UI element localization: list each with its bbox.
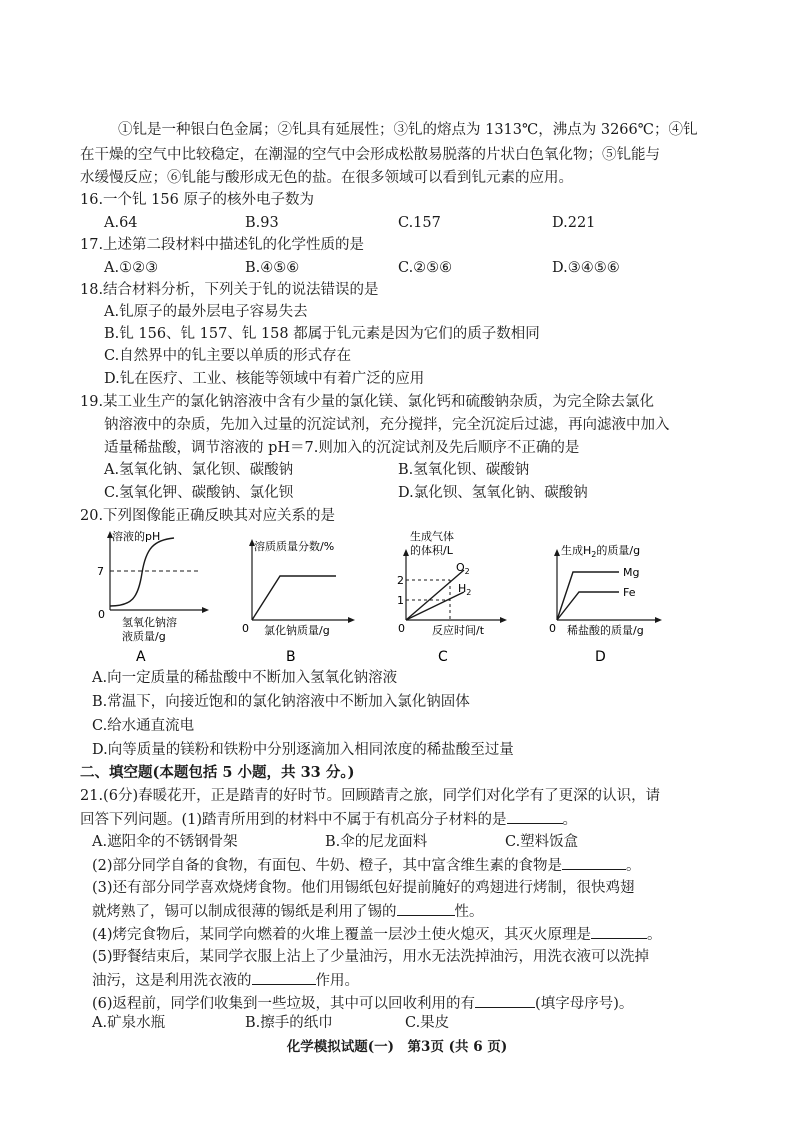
q21-part-2-end: 。 (626, 858, 641, 874)
q21-part-6 (92, 993, 633, 1014)
q21-part-5a: (5)野餐结束后，某同学衣服上沾上了少量油污，用水无法洗掉油污，用洗衣液可以洗掉 (92, 949, 650, 965)
graph-d-caption: D (595, 649, 606, 665)
q21-part-4-text: (4)烤完食物后，某同学向燃着的火堆上覆盖一层沙土使火熄灭，其灭火原理是 (92, 927, 592, 943)
graph-c-o2-line (406, 570, 464, 620)
q17-option-c: C.②⑤⑥ (398, 260, 453, 276)
q20-option-a: A.向一定质量的稀盐酸中不断加入氢氧化钠溶液 (92, 670, 398, 686)
material-line-3: 水缓慢反应；⑥钆能与酸形成无色的盐。在很多领域可以看到钆元素的应用。 (80, 170, 573, 186)
q21-part-2 (92, 855, 641, 876)
q21-option1-a: A.遮阳伞的不锈钢骨架 (92, 834, 238, 850)
q21-stem-line-1: 21.(6分)春暖花开，正是踏青的好时节。回顾踏青之旅，同学们对化学有了更深的认识，请 (80, 788, 661, 804)
graph-c-ylabel-2: 的体积/L (410, 544, 453, 557)
graph-d-xlabel: 稀盐酸的质量/g (567, 624, 644, 637)
graph-c-caption: C (438, 649, 448, 665)
q18-option-a: A.钆原子的最外层电子容易失去 (104, 304, 308, 320)
section-2-heading: 二、填空题(本题包括 5 小题，共 33 分。) (80, 764, 355, 781)
q17-option-b: B.④⑤⑥ (245, 260, 300, 276)
q21-blank-5[interactable] (252, 970, 316, 985)
graph-b-xlabel: 氯化钠质量/g (264, 624, 330, 637)
q21-part-1 (80, 809, 577, 830)
graph-d-fe-label: Fe (623, 586, 636, 599)
q20-option-c: C.给水通直流电 (92, 718, 195, 734)
graph-b-caption: B (286, 649, 296, 665)
graph-a-xlabel-1: 氢氧化钠溶 (122, 616, 177, 629)
graph-d-mg-label: Mg (623, 566, 640, 579)
graph-c-o2-label: $O_2$ (456, 561, 470, 576)
q20-stem: 20.下列图像能正确反映其对应关系的是 (80, 508, 336, 524)
q21-blank-3[interactable] (397, 901, 455, 916)
graph-b-origin: 0 (242, 622, 249, 635)
q21-part-3a: (3)还有部分同学喜欢烧烤食物。他们用锡纸包好提前腌好的鸡翅进行烤制，很快鸡翅 (92, 880, 635, 896)
q21-option1-b: B.伞的尼龙面料 (325, 834, 428, 850)
q19-stem-line-1: 19.某工业生产的氯化钠溶液中含有少量的氯化镁、氯化钙和硫酸钠杂质，为完全除去氯化 (80, 394, 655, 410)
q18-stem: 18.结合材料分析，下列关于钆的说法错误的是 (80, 282, 379, 298)
q18-option-c: C.自然界中的钆主要以单质的形式存在 (104, 348, 352, 364)
graph-a (92, 528, 222, 668)
q18-option-d: D.钆在医疗、工业、核能等领域中有着广泛的应用 (104, 371, 425, 387)
q21-part-3b-text: 就烤熟了，锡可以制成很薄的锡纸是利用了锡的 (92, 904, 397, 920)
graph-c (394, 528, 514, 668)
graph-a-xlabel-2: 液质量/g (122, 630, 166, 643)
q20-option-b: B.常温下，向接近饱和的氯化钠溶液中不断加入氯化钠固体 (92, 694, 470, 710)
q21-part-4 (92, 924, 662, 945)
q16-option-a: A.64 (104, 215, 138, 231)
graph-c-ytick-1: 1 (397, 594, 404, 607)
graph-d-ylabel: 生成$H_2$的质量/g (561, 544, 641, 559)
graph-a-ytick-7: 7 (97, 565, 104, 578)
q17-stem: 17.上述第二段材料中描述钆的化学性质的是 (80, 237, 365, 253)
q21-option6-a: A.矿泉水瓶 (92, 1015, 166, 1031)
q21-blank-2[interactable] (562, 855, 626, 870)
q19-option-b: B.氢氧化钡、碳酸钠 (398, 462, 530, 478)
q21-part-5b-end: 作用。 (315, 973, 359, 989)
graph-d (545, 528, 675, 668)
graph-d-origin: 0 (549, 622, 556, 635)
graph-d-fe-line (557, 592, 619, 620)
page-footer: 化学模拟试题(一) 第3页 (共 6 页) (286, 1039, 508, 1055)
q16-option-c: C.157 (398, 215, 441, 231)
q21-option6-b: B.擦手的纸巾 (245, 1015, 333, 1031)
q21-part-5b (92, 970, 359, 991)
q21-part-6-end: (填字母序号)。 (535, 996, 634, 1012)
q21-option1-c: C.塑料饭盒 (505, 834, 579, 850)
q21-blank-6[interactable] (475, 993, 535, 1008)
q19-stem-line-2: 钠溶液中的杂质，先加入过量的沉淀试剂，充分搅拌，完全沉淀后过滤，再向滤液中加入 (104, 417, 670, 433)
graph-c-ylabel-1: 生成气体 (410, 530, 454, 543)
graph-c-ytick-2: 2 (397, 574, 404, 587)
graph-c-origin: 0 (398, 622, 405, 635)
q21-part-4-end: 。 (647, 927, 662, 943)
q20-option-d: D.向等质量的镁粉和铁粉中分别逐滴加入相同浓度的稀盐酸至过量 (92, 742, 514, 758)
graph-b-ylabel: 溶质质量分数/% (254, 540, 335, 553)
q16-stem: 16.一个钆 156 原子的核外电子数为 (80, 192, 314, 208)
q17-option-a: A.①②③ (104, 260, 159, 276)
graph-c-xlabel: 反应时间/t (432, 624, 485, 637)
q21-part-1-text: 回答下列问题。(1)踏青所用到的材料中不属于有机高分子材料的是 (80, 812, 507, 828)
material-line-1: ①钆是一种银白色金属；②钆具有延展性；③钆的熔点为 1313℃，沸点为 3266℃；④钆 (118, 122, 698, 138)
q16-option-b: B.93 (245, 215, 279, 231)
q21-part-1-end: 。 (562, 812, 578, 828)
graph-a-ylabel: 溶液的pH (112, 530, 161, 543)
q19-option-c: C.氢氧化钾、碳酸钠、氯化钡 (104, 485, 294, 501)
graph-b-line (252, 576, 336, 620)
q21-part-3b (92, 901, 484, 922)
q19-stem-line-3: 适量稀盐酸，调节溶液的 pH＝7.则加入的沉淀试剂及先后顺序不正确的是 (104, 440, 580, 456)
graph-c-h2-line (406, 592, 464, 620)
q18-option-b: B.钆 156、钆 157、钆 158 都属于钆元素是因为它们的质子数相同 (104, 326, 540, 342)
q21-blank-4[interactable] (591, 924, 647, 939)
q16-option-d: D.221 (552, 215, 596, 231)
q21-option6-c: C.果皮 (405, 1015, 450, 1031)
q21-part-3b-end: 性。 (454, 904, 484, 920)
graph-d-mg-line (557, 572, 619, 620)
graph-a-curve (110, 538, 174, 606)
q21-part-6-text: (6)返程前，同学们收集到一些垃圾，其中可以回收利用的有 (92, 996, 476, 1012)
graph-c-h2-label: $H_2$ (458, 582, 472, 597)
graph-a-caption: A (136, 649, 146, 665)
q21-part-5b-text: 油污，这是利用洗衣液的 (92, 973, 252, 989)
q17-option-d: D.③④⑤⑥ (552, 260, 620, 276)
q19-option-a: A.氢氧化钠、氯化钡、碳酸钠 (104, 462, 294, 478)
q21-part-2-text: (2)部分同学自备的食物，有面包、牛奶、橙子，其中富含维生素的食物是 (92, 858, 563, 874)
graph-b (240, 528, 370, 668)
graph-a-origin: 0 (98, 608, 105, 621)
q21-blank-1[interactable] (507, 809, 563, 824)
material-line-2: 在干燥的空气中比较稳定，在潮湿的空气中会形成松散易脱落的片状白色氧化物；⑤钆能与 (80, 147, 660, 163)
q19-option-d: D.氯化钡、氢氧化钠、碳酸钠 (398, 485, 588, 501)
